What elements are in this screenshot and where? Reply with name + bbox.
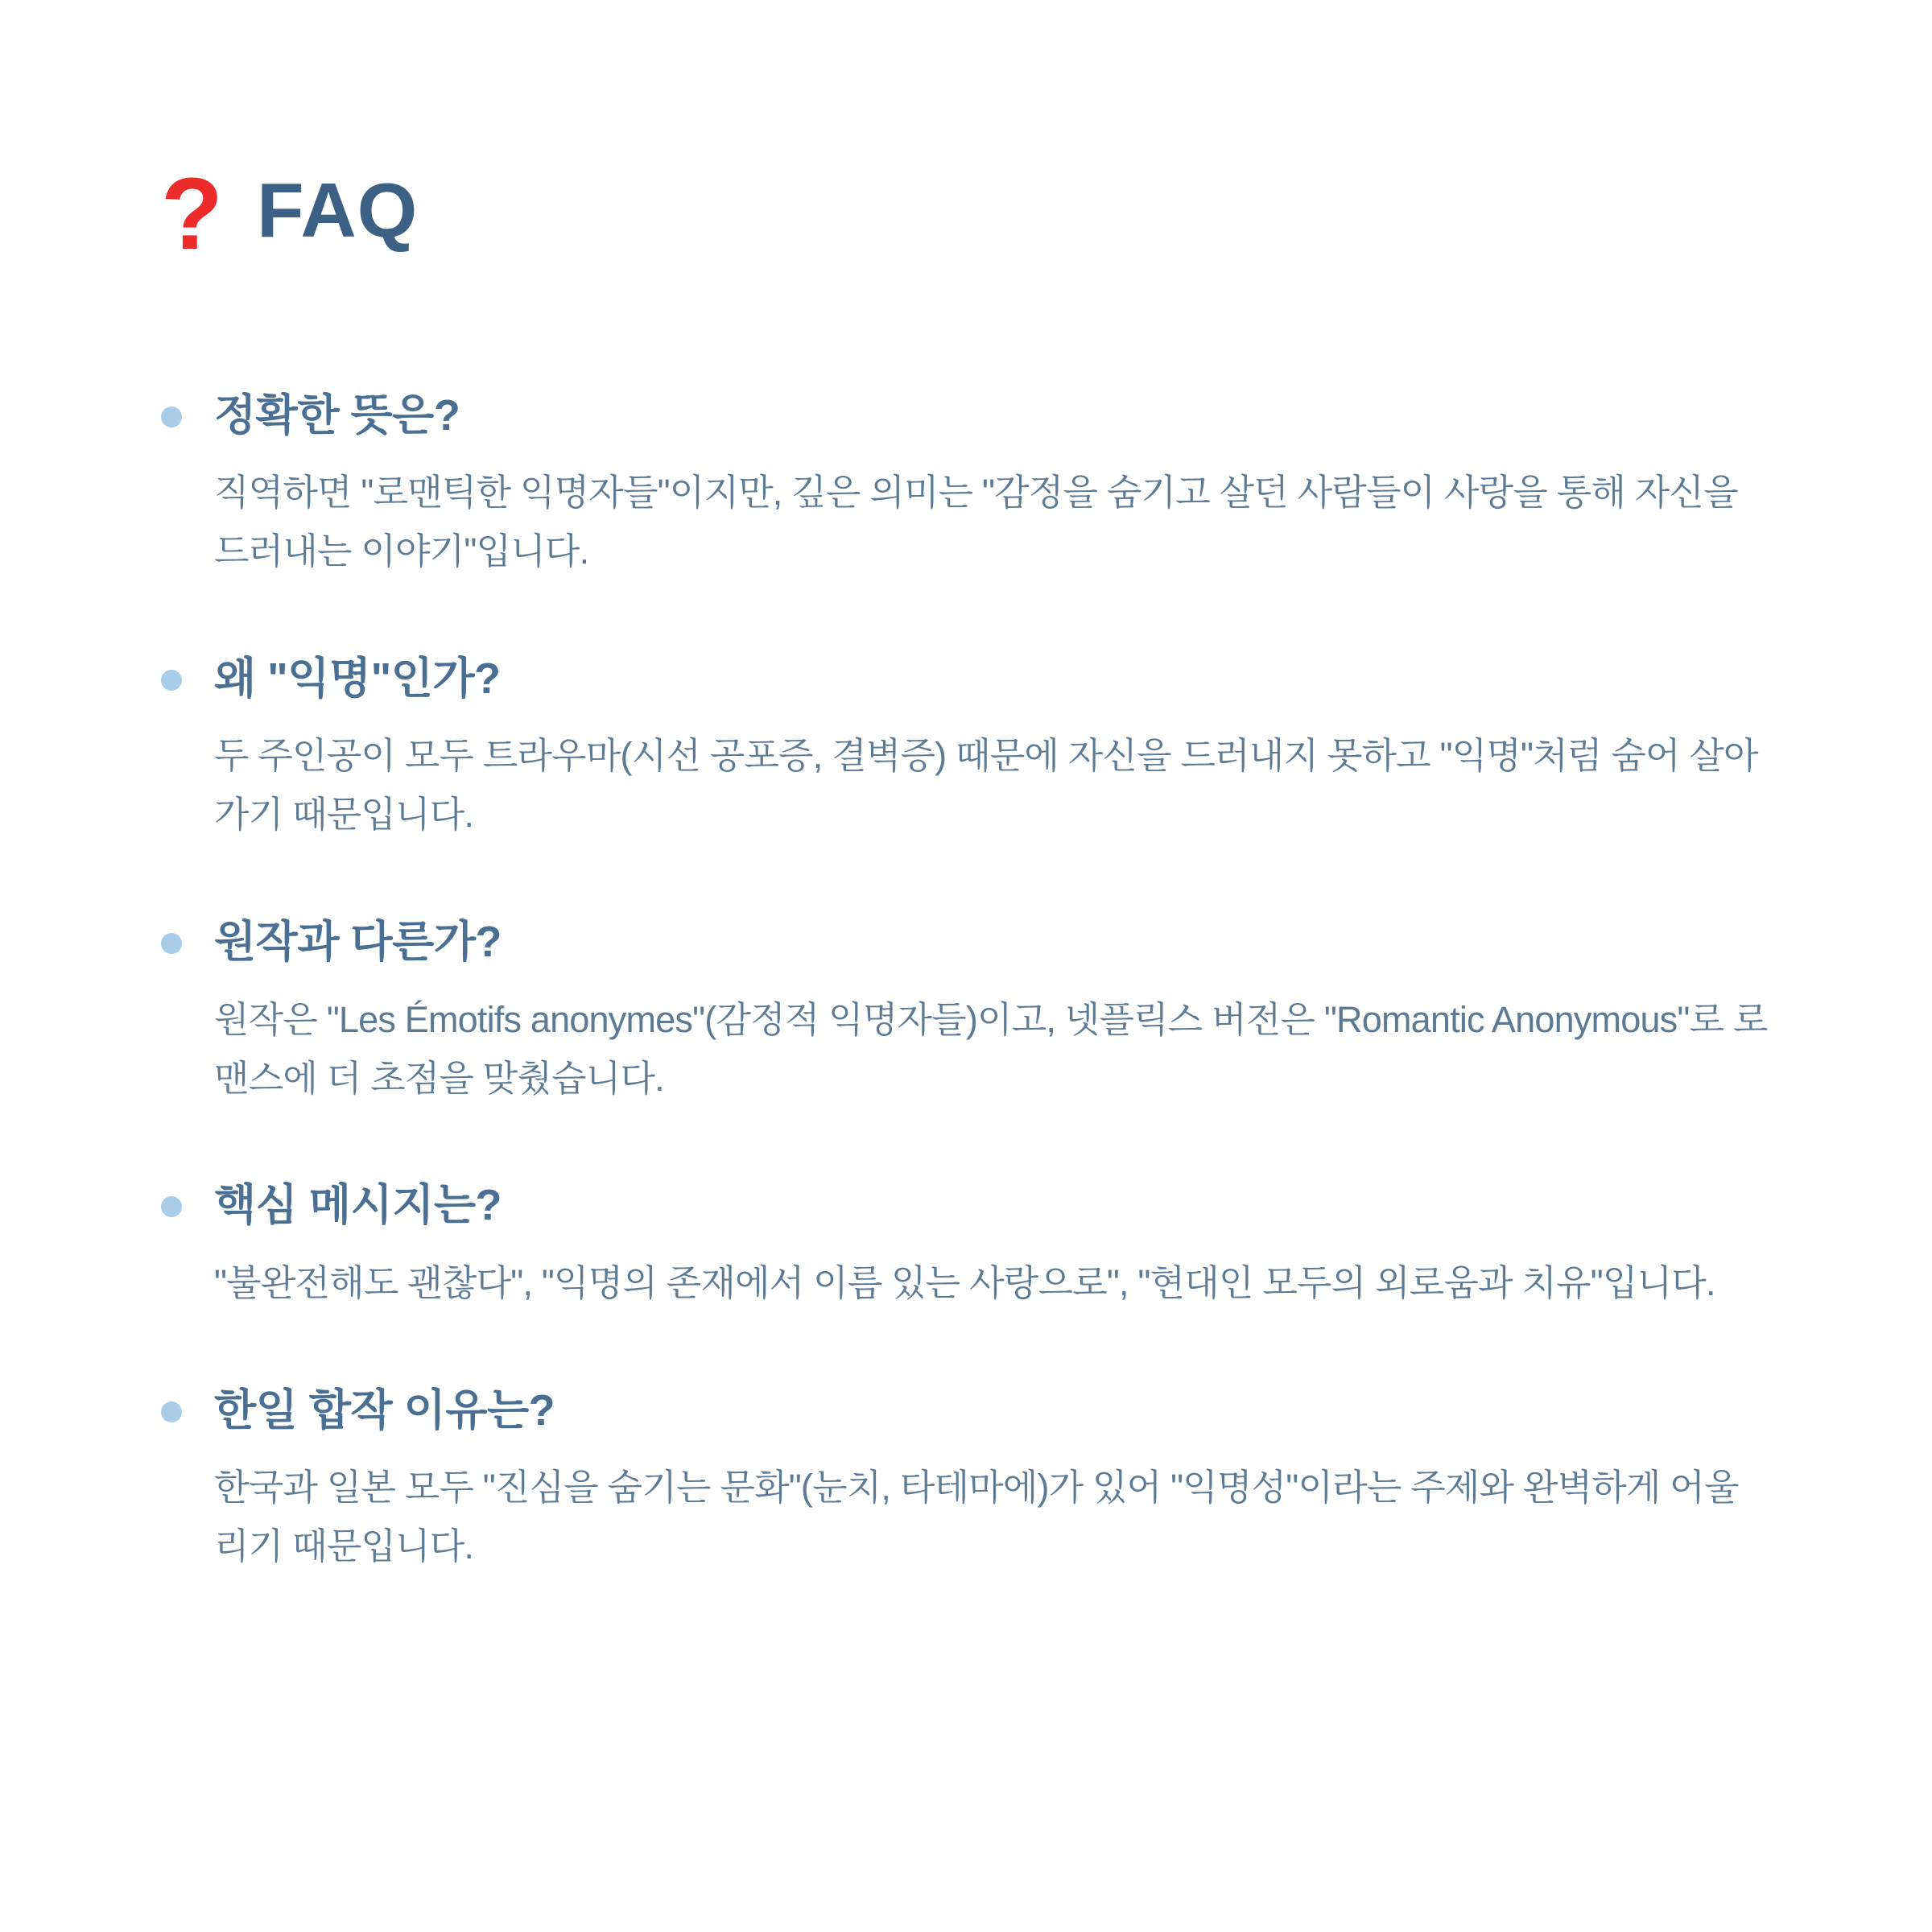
faq-item xyxy=(161,1179,1803,1312)
faq-question-row xyxy=(161,1179,1803,1233)
faq-question: 원작과 다른가? xyxy=(214,918,502,967)
faq-question-row xyxy=(161,652,1803,707)
faq-answer: "불완전해도 괜찮다", "익명의 존재에서 이름 있는 사랑으로", "현대인 모두의 외로움과 치유"입니다. xyxy=(214,1261,1715,1303)
faq-question: 정확한 뜻은? xyxy=(214,390,460,440)
faq-item xyxy=(161,1384,1803,1576)
faq-question: 핵심 메시지는? xyxy=(214,1181,502,1230)
bullet-icon xyxy=(161,933,182,954)
bullet-icon xyxy=(161,1196,182,1217)
question-mark-icon: ? xyxy=(161,157,221,271)
faq-answer: 직역하면 "로맨틱한 익명자들"이지만, 깊은 의미는 "감정을 숨기고 살던 사람들이 사랑을 통해 자신을 드러내는 이야기"입니다. xyxy=(214,472,1738,572)
faq-list xyxy=(161,389,1803,1577)
faq-question: 왜 "익명"인가? xyxy=(214,654,501,703)
bullet-icon xyxy=(161,670,182,691)
bullet-icon xyxy=(161,407,182,427)
faq-question-row xyxy=(161,915,1803,970)
faq-question: 한일 합작 이유는? xyxy=(214,1385,555,1435)
faq-answer: 두 주인공이 모두 트라우마(시선 공포증, 결벽증) 때문에 자신을 드러내지 못하고 "익명"처럼 숨어 살아가기 때문입니다. xyxy=(214,735,1758,836)
bullet-icon xyxy=(161,1402,182,1422)
faq-answer: 원작은 "Les Émotifs anonymes"(감정적 익명자들)이고, 넷플릭스 버전은 "Romantic Anonymous"로 로맨스에 더 초점을 맞췄습니다. xyxy=(214,998,1768,1099)
page-header xyxy=(161,121,1803,302)
faq-question-row xyxy=(161,389,1803,444)
faq-item xyxy=(161,389,1803,581)
faq-item xyxy=(161,915,1803,1108)
page-title: FAQ xyxy=(256,167,419,254)
faq-item xyxy=(161,652,1803,844)
faq-question-row xyxy=(161,1384,1803,1439)
faq-answer: 한국과 일본 모두 "진심을 숨기는 문화"(눈치, 타테마에)가 있어 "익명성"이라는 주제와 완벽하게 어울리기 때문입니다. xyxy=(214,1467,1739,1567)
